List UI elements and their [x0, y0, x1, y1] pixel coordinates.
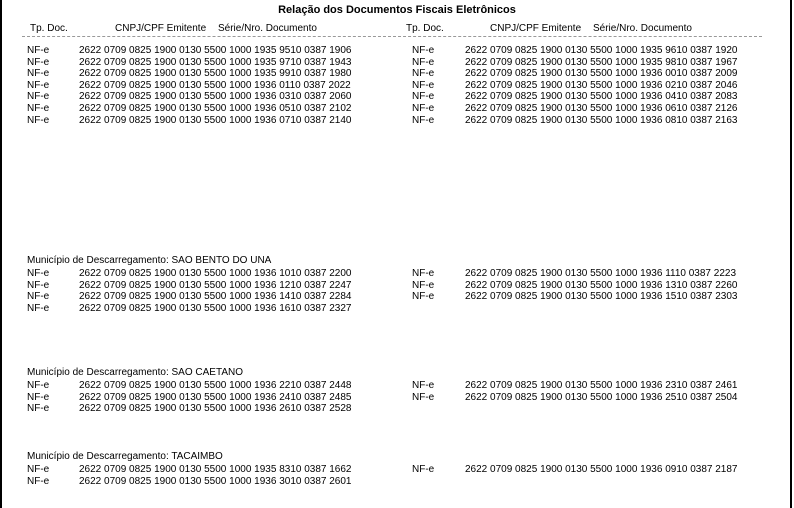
doc-key: 2622 0709 0825 1900 0130 5500 1000 1936 0510 0387 2102 [79, 103, 352, 114]
document-row [0, 115, 794, 126]
doc-key: 2622 0709 0825 1900 0130 5500 1000 1936 2310 0387 2461 [465, 380, 738, 391]
doc-key: 2622 0709 0825 1900 0130 5500 1000 1936 2410 0387 2485 [79, 391, 352, 403]
doc-key: 2622 0709 0825 1900 0130 5500 1000 1936 1510 0387 2303 [465, 291, 738, 303]
doc-type: NF-e [27, 380, 50, 391]
doc-key: 2622 0709 0825 1900 0130 5500 1000 1936 0310 0387 2060 [79, 91, 352, 103]
doc-type: NF-e [27, 268, 50, 279]
doc-key: 2622 0709 0825 1900 0130 5500 1000 1936 0710 0387 2140 [79, 114, 352, 126]
municipality-title: Município de Descarregamento: SAO BENTO DO UNA [27, 255, 272, 266]
doc-type: NF-e [27, 279, 50, 291]
doc-type: NF-e [412, 79, 435, 91]
document-row [0, 476, 794, 487]
document-row [0, 103, 794, 114]
doc-type: NF-e [27, 103, 50, 114]
doc-type: NF-e [412, 380, 435, 391]
doc-key: 2622 0709 0825 1900 0130 5500 1000 1935 8310 0387 1662 [79, 464, 352, 475]
doc-key: 2622 0709 0825 1900 0130 5500 1000 1935 9610 0387 1920 [465, 45, 738, 56]
doc-key: 2622 0709 0825 1900 0130 5500 1000 1936 0110 0387 2022 [79, 79, 351, 91]
doc-type: NF-e [27, 56, 50, 68]
doc-key: 2622 0709 0825 1900 0130 5500 1000 1935 9510 0387 1906 [79, 45, 352, 56]
header-cnpj: CNPJ/CPF Emitente [115, 23, 207, 34]
document-row [0, 68, 794, 79]
doc-type: NF-e [412, 103, 435, 114]
municipality-title: Município de Descarregamento: SAO CAETANO [27, 367, 244, 378]
doc-type: NF-e [27, 291, 50, 303]
document-row [0, 464, 794, 475]
header-cnpj: CNPJ/CPF Emitente [490, 23, 582, 34]
document-row [0, 392, 794, 403]
doc-key: 2622 0709 0825 1900 0130 5500 1000 1936 0610 0387 2126 [465, 103, 738, 114]
doc-key: 2622 0709 0825 1900 0130 5500 1000 1936 0910 0387 2187 [465, 464, 738, 475]
doc-type: NF-e [27, 391, 50, 403]
document-row [0, 280, 794, 291]
doc-key: 2622 0709 0825 1900 0130 5500 1000 1936 0410 0387 2083 [465, 91, 738, 103]
doc-key: 2622 0709 0825 1900 0130 5500 1000 1936 2510 0387 2504 [465, 391, 738, 403]
document-row [0, 80, 794, 91]
doc-type: NF-e [412, 68, 435, 80]
doc-key: 2622 0709 0825 1900 0130 5500 1000 1936 0810 0387 2163 [465, 114, 738, 126]
doc-type: NF-e [27, 403, 50, 415]
doc-key: 2622 0709 0825 1900 0130 5500 1000 1936 2610 0387 2528 [79, 403, 352, 415]
doc-type: NF-e [412, 268, 435, 279]
doc-key: 2622 0709 0825 1900 0130 5500 1000 1936 3010 0387 2601 [79, 475, 352, 487]
document-row [0, 91, 794, 102]
document-row [0, 291, 794, 302]
header-serie: Série/Nro. Documento [593, 23, 692, 34]
document-row [0, 268, 794, 279]
doc-type: NF-e [27, 91, 50, 103]
header-tp-doc: Tp. Doc. [30, 23, 68, 34]
column-header-right [0, 22, 794, 35]
doc-type: NF-e [27, 79, 50, 91]
doc-key: 2622 0709 0825 1900 0130 5500 1000 1935 9810 0387 1967 [465, 56, 738, 68]
header-serie: Série/Nro. Documento [218, 23, 317, 34]
doc-key: 2622 0709 0825 1900 0130 5500 1000 1936 1010 0387 2200 [79, 268, 352, 279]
document-row [0, 57, 794, 68]
doc-type: NF-e [412, 56, 435, 68]
doc-key: 2622 0709 0825 1900 0130 5500 1000 1936 0210 0387 2046 [465, 79, 738, 91]
doc-type: NF-e [27, 45, 50, 56]
doc-type: NF-e [412, 464, 435, 475]
doc-key: 2622 0709 0825 1900 0130 5500 1000 1935 9710 0387 1943 [79, 56, 352, 68]
municipality-title: Município de Descarregamento: TACAIMBO [27, 451, 223, 462]
doc-key: 2622 0709 0825 1900 0130 5500 1000 1935 9910 0387 1980 [79, 68, 352, 80]
document-row [0, 45, 794, 56]
header-divider [22, 36, 762, 37]
doc-type: NF-e [412, 91, 435, 103]
doc-type: NF-e [27, 464, 50, 475]
doc-key: 2622 0709 0825 1900 0130 5500 1000 1936 1410 0387 2284 [79, 291, 352, 303]
doc-type: NF-e [412, 291, 435, 303]
doc-type: NF-e [27, 114, 50, 126]
doc-type: NF-e [27, 302, 50, 314]
doc-key: 2622 0709 0825 1900 0130 5500 1000 1936 1310 0387 2260 [465, 279, 738, 291]
header-tp-doc: Tp. Doc. [406, 23, 444, 34]
document-row [0, 403, 794, 414]
doc-type: NF-e [412, 279, 435, 291]
doc-type: NF-e [27, 475, 50, 487]
doc-type: NF-e [412, 391, 435, 403]
doc-type: NF-e [27, 68, 50, 80]
document-row [0, 303, 794, 314]
doc-key: 2622 0709 0825 1900 0130 5500 1000 1936 0010 0387 2009 [465, 68, 738, 80]
doc-type: NF-e [412, 45, 435, 56]
doc-key: 2622 0709 0825 1900 0130 5500 1000 1936 1110 0387 2223 [465, 268, 737, 279]
doc-type: NF-e [412, 114, 435, 126]
doc-key: 2622 0709 0825 1900 0130 5500 1000 1936 2210 0387 2448 [79, 380, 352, 391]
report-title: Relação dos Documentos Fiscais Eletrônicos [278, 4, 516, 16]
doc-key: 2622 0709 0825 1900 0130 5500 1000 1936 1610 0387 2327 [79, 302, 352, 314]
doc-key: 2622 0709 0825 1900 0130 5500 1000 1936 1210 0387 2247 [79, 279, 352, 291]
document-row [0, 380, 794, 391]
